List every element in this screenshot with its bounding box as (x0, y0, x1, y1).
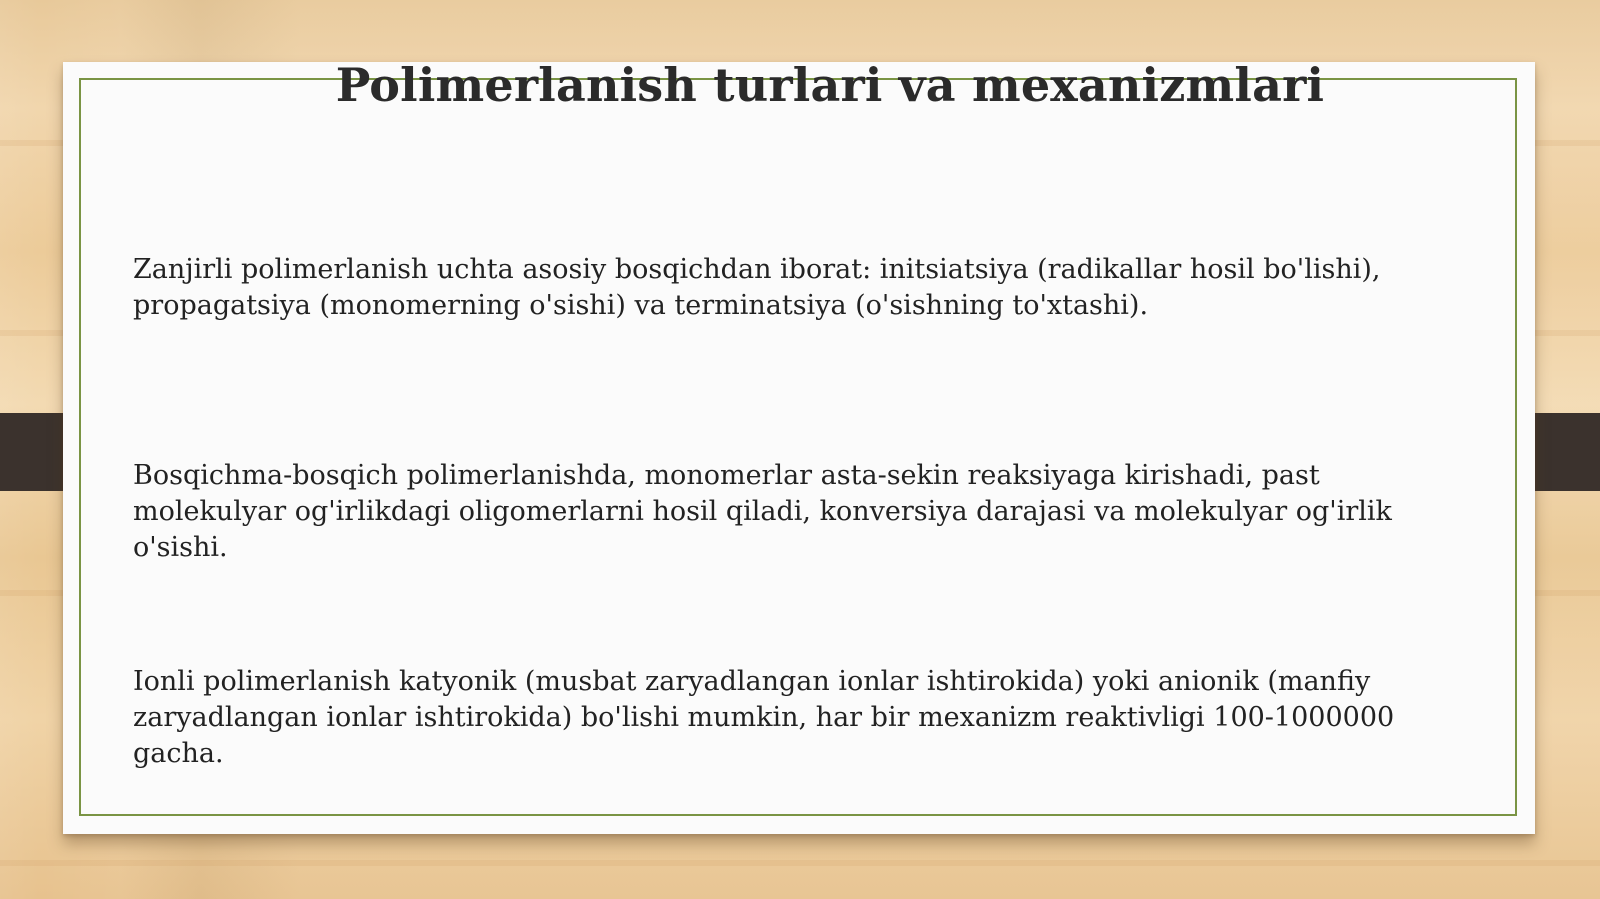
paragraph-ionic-polymerization: Ionli polimerlanish katyonik (musbat zaryadlangan ionlar ishtirokida) yoki anionik (manfiy zaryadlangan ionlar ishtirokida) bo'lishi mumkin, har bir mexanizm reaktivligi 100-1000000 gacha. (133, 666, 1395, 769)
paragraph-chain-polymerization: Zanjirli polimerlanish uchta asosiy bosqichdan iborat: initsiatsiya (radikallar hosil bo'lishi), propagatsiya (monomerning o'sishi) va terminatsiya (o'sishning to'xtashi). (133, 254, 1381, 321)
paragraph-step-polymerization: Bosqichma-bosqich polimerlanishda, monomerlar asta-sekin reaksiyaga kirishadi, past molekulyar og'irlikdagi oligomerlarni hosil qiladi, konversiya darajasi va molekulyar og'irlik o'sishi. (133, 460, 1392, 563)
wood-texture (0, 860, 1600, 866)
slide-title: Polimerlanish turlari va mexanizmlari (335, 58, 1325, 112)
